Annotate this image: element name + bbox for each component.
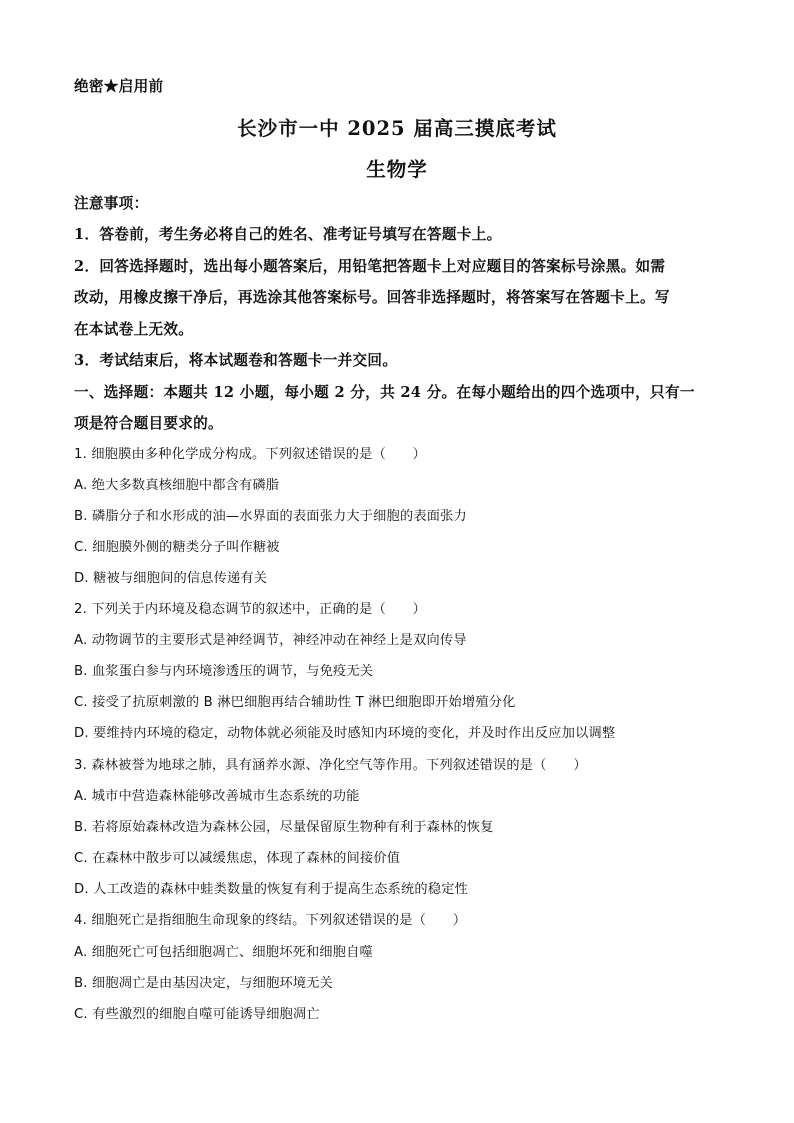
question-3-option-d: D. 人工改造的森林中蛙类数量的恢复有利于提高生态系统的稳定性 <box>74 882 468 897</box>
question-2-option-d: D. 要维持内环境的稳定，动物体就必须能及时感知内环境的变化，并及时作出反应加以调整 <box>74 726 616 741</box>
notice-item-2-line-3: 在本试卷上无效。 <box>74 321 194 338</box>
question-2-option-c: C. 接受了抗原刺激的 B 淋巴细胞再结合辅助性 T 淋巴细胞即开始增殖分化 <box>74 695 516 710</box>
section-heading-line-2: 项是符合题目要求的。 <box>74 415 223 432</box>
notice-item-2-line-1: 2．回答选择题时，选出每小题答案后，用铅笔把答题卡上对应题目的答案标号涂黑。如需 <box>74 258 666 275</box>
question-1-option-a: A. 绝大多数真核细胞中都含有磷脂 <box>74 478 280 493</box>
subject-title: 生物学 <box>366 158 428 181</box>
question-3-stem: 3. 森林被誉为地球之肺，具有涵养水源、净化空气等作用。下列叙述错误的是（ ） <box>74 758 587 773</box>
question-3-option-c: C. 在森林中散步可以减缓焦虑，体现了森林的间接价值 <box>74 851 401 866</box>
notice-heading: 注意事项： <box>74 195 149 212</box>
secret-label: 绝密★启用前 <box>74 78 164 95</box>
question-3-option-b: B. 若将原始森林改造为森林公园，尽量保留原生物种有利于森林的恢复 <box>74 820 494 835</box>
question-2-stem: 2. 下列关于内环境及稳态调节的叙述中，正确的是（ ） <box>74 602 427 617</box>
question-2-option-a: A. 动物调节的主要形式是神经调节，神经冲动在神经上是双向传导 <box>74 633 467 648</box>
exam-title: 长沙市一中 2025 届高三摸底考试 <box>237 117 557 140</box>
section-heading-line-1: 一、选择题：本题共 12 小题，每小题 2 分，共 24 分。在每小题给出的四个选项中，只有一 <box>74 384 695 401</box>
question-3-option-a: A. 城市中营造森林能够改善城市生态系统的功能 <box>74 789 360 804</box>
notice-item-1: 1．答卷前，考生务必将自己的姓名、准考证号填写在答题卡上。 <box>74 226 502 243</box>
question-1-option-c: C. 细胞膜外侧的糖类分子叫作糖被 <box>74 540 280 555</box>
notice-item-3: 3．考试结束后，将本试题卷和答题卡一并交回。 <box>74 352 398 369</box>
question-4-option-a: A. 细胞死亡可包括细胞凋亡、细胞坏死和细胞自噬 <box>74 945 373 960</box>
question-1-option-d: D. 糖被与细胞间的信息传递有关 <box>74 571 268 586</box>
question-1-stem: 1. 细胞膜由多种化学成分构成。下列叙述错误的是（ ） <box>74 447 427 462</box>
question-2-option-b: B. 血浆蛋白参与内环境渗透压的调节，与免疫无关 <box>74 664 374 679</box>
notice-item-2-line-2: 改动，用橡皮擦干净后，再选涂其他答案标号。回答非选择题时，将答案写在答题卡上。写 <box>74 289 670 306</box>
question-1-option-b: B. 磷脂分子和水形成的油—水界面的表面张力大于细胞的表面张力 <box>74 509 467 524</box>
question-4-option-b: B. 细胞凋亡是由基因决定，与细胞环境无关 <box>74 976 334 991</box>
question-4-option-c: C. 有些激烈的细胞自噬可能诱导细胞凋亡 <box>74 1007 320 1022</box>
question-4-stem: 4. 细胞死亡是指细胞生命现象的终结。下列叙述错误的是（ ） <box>74 913 467 928</box>
